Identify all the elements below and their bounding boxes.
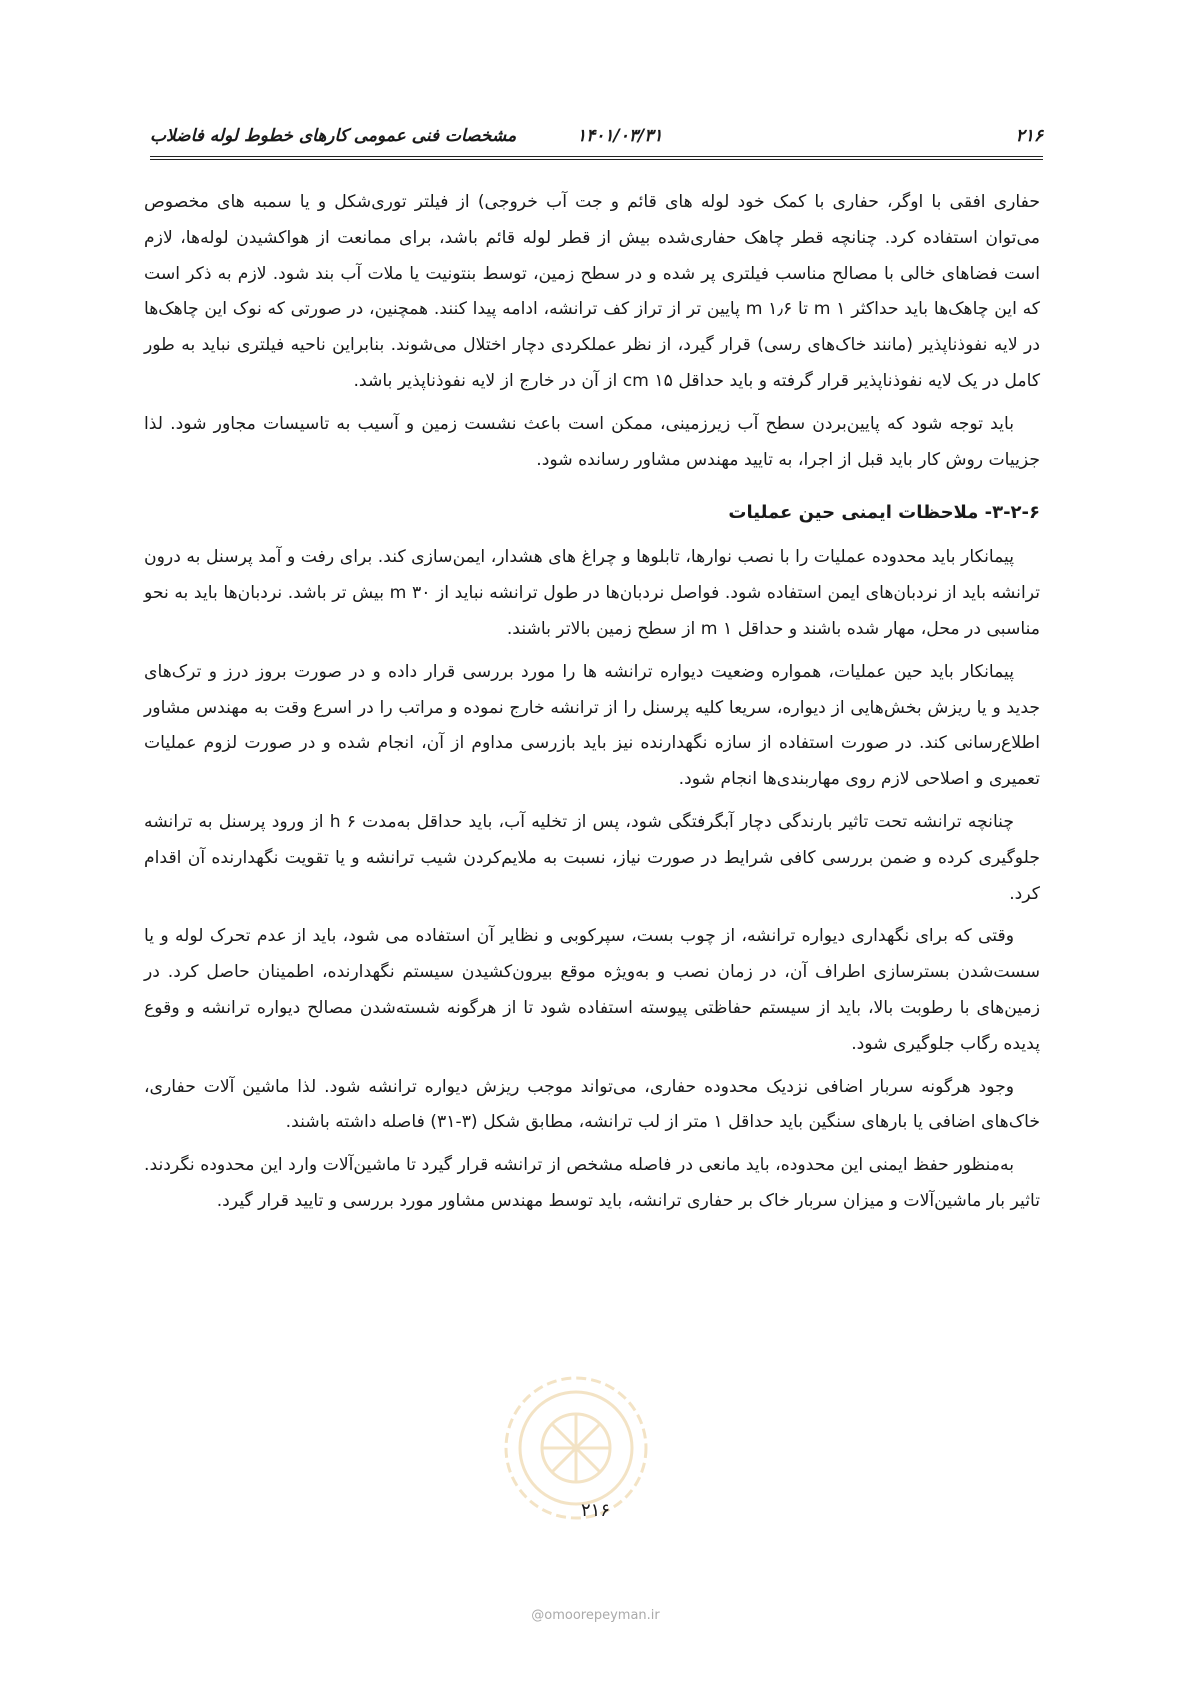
paragraph: پیمانکار باید محدوده عملیات را با نصب نوارها، تابلوها و چراغ های هشدار، ایمن‌سازی کند. برای رفت و آمد پرسنل به درون ترانشه باید از نردبان‌های ایمن استفاده شود. فواصل نردبان‌ها در طول ترانشه نباید از m ۳۰ بیش تر باشد. نردبان‌ها باید به نحو مناسبی در محل، مهار شده باشند و حداقل m ۱ از سطح زمین بالاتر باشند. [144, 547, 1040, 639]
paragraph: حفاری افقی با اوگر، حفاری با کمک خود لوله های قائم و جت آب خروجی) از فیلتر توری‌شکل و یا سمبه های مخصوص می‌توان استفاده کرد. چنانچه قطر چاهک حفاری‌شده بیش از قطر لوله قائم باشد، برای ممانعت از هواکشیدن لوله‌ها، لازم است فضاهای خالی با مصالح مناسب فیلتری پر شده و در سطح زمین، توسط بنتونیت یا ملات آب بند شود. لازم به ذکر است که این چاهک‌ها باید حداکثر m ۱ تا m ۱٫۶ پایین تر از تراز کف ترانشه، ادامه پیدا کنند. همچنین، در صورتی که نوک این چاهک‌ها در لایه نفوذناپذیر (مانند خاک‌های رسی) قرار گیرد، از نظر عملکردی دچار اختلال می‌شوند. بنابراین ناحیه فیلتری نباید به طور کامل در یک لایه نفوذناپذیر قرار گرفته و باید حداقل cm ۱۵ از آن در خارج از لایه نفوذناپذیر باشد. [144, 192, 1040, 391]
paragraph: وقتی که برای نگهداری دیواره ترانشه، از چوب بست، سپرکوبی و نظایر آن استفاده می شود، باید از عدم تحرک لوله و یا سست‌شدن بسترسازی اطراف آن، در زمان نصب و به‌ویژه موقع بیرون‌کشیدن سیستم نگهدارنده، اطمینان حاصل کرد. در زمین‌های با رطوبت بالا، باید از سیستم حفاظتی پیوسته استفاده شود تا از هرگونه شسته‌شدن مصالح دیواره ترانشه و وقوع پدیده رگاب جلوگیری شود. [144, 926, 1040, 1054]
paragraph: پیمانکار باید حین عملیات، همواره وضعیت دیواره ترانشه ها را مورد بررسی قرار داده و در صورت بروز درز و ترک‌های جدید و یا ریزش بخش‌هایی از دیواره، سریعا کلیه پرسنل را از ترانشه خارج نموده و مراتب را در اسرع وقت به مهندس مشاور اطلاع‌رسانی کند. در صورت استفاده از سازه نگهدارنده نیز باید بازرسی مداوم از آن، انجام شده و در صورت لزوم عملیات تعمیری و اصلاحی لازم روی مهاربندی‌ها انجام شود. [144, 661, 1040, 790]
header-page-number: ۲۱۶ [1015, 126, 1043, 146]
footer-website: @omoorepeyman.ir [531, 1608, 660, 1623]
footer-page-number: ۲۱۶ [580, 1500, 610, 1521]
paragraph: باید توجه شود که پایین‌بردن سطح آب زیرزمینی، ممکن است باعث نشست زمین و آسیب به تاسیسات مجاور شود. لذا جزییات روش کار باید قبل از اجرا، به تایید مهندس مشاور رسانده شود. [144, 413, 1040, 470]
paragraph: چنانچه ترانشه تحت تاثیر بارندگی دچار آبگرفتگی شود، پس از تخلیه آب، باید حداقل به‌مدت h ۶ از ورود پرسنل به ترانشه جلوگیری کرده و ضمن بررسی کافی شرایط در صورت نیاز، نسبت به ملایم‌کردن شیب ترانشه و یا تقویت نگهدارنده آن اقدام کرد. [144, 811, 1040, 904]
paragraph: وجود هرگونه سربار اضافی نزدیک محدوده حفاری، می‌تواند موجب ریزش دیواره ترانشه شود. لذا ماشین آلات حفاری، خاک‌های اضافی یا بارهای سنگین باید حداقل ۱ متر از لب ترانشه، مطابق شکل (۳-۳۱) فاصله داشته باشند. [144, 1076, 1040, 1133]
header-rule [150, 156, 1043, 160]
header-date: ۱۴۰۱/۰۳/۳۱ [577, 126, 663, 146]
section-heading: ۳-۲-۶- ملاحظات ایمنی حین عملیات [728, 502, 1040, 524]
running-header [150, 126, 1043, 152]
header-title: مشخصات فنی عمومی کارهای خطوط لوله فاضلاب [150, 126, 517, 146]
page-body [144, 185, 1040, 1227]
paragraph: به‌منظور حفظ ایمنی این محدوده، باید مانعی در فاصله مشخص از ترانشه قرار گیرد تا ماشین‌آلات وارد این محدوده نگردند. تاثیر بار ماشین‌آلات و میزان سربار خاک بر حفاری ترانشه، باید توسط مهندس مشاور مورد بررسی و تایید قرار گیرد. [144, 1155, 1040, 1211]
